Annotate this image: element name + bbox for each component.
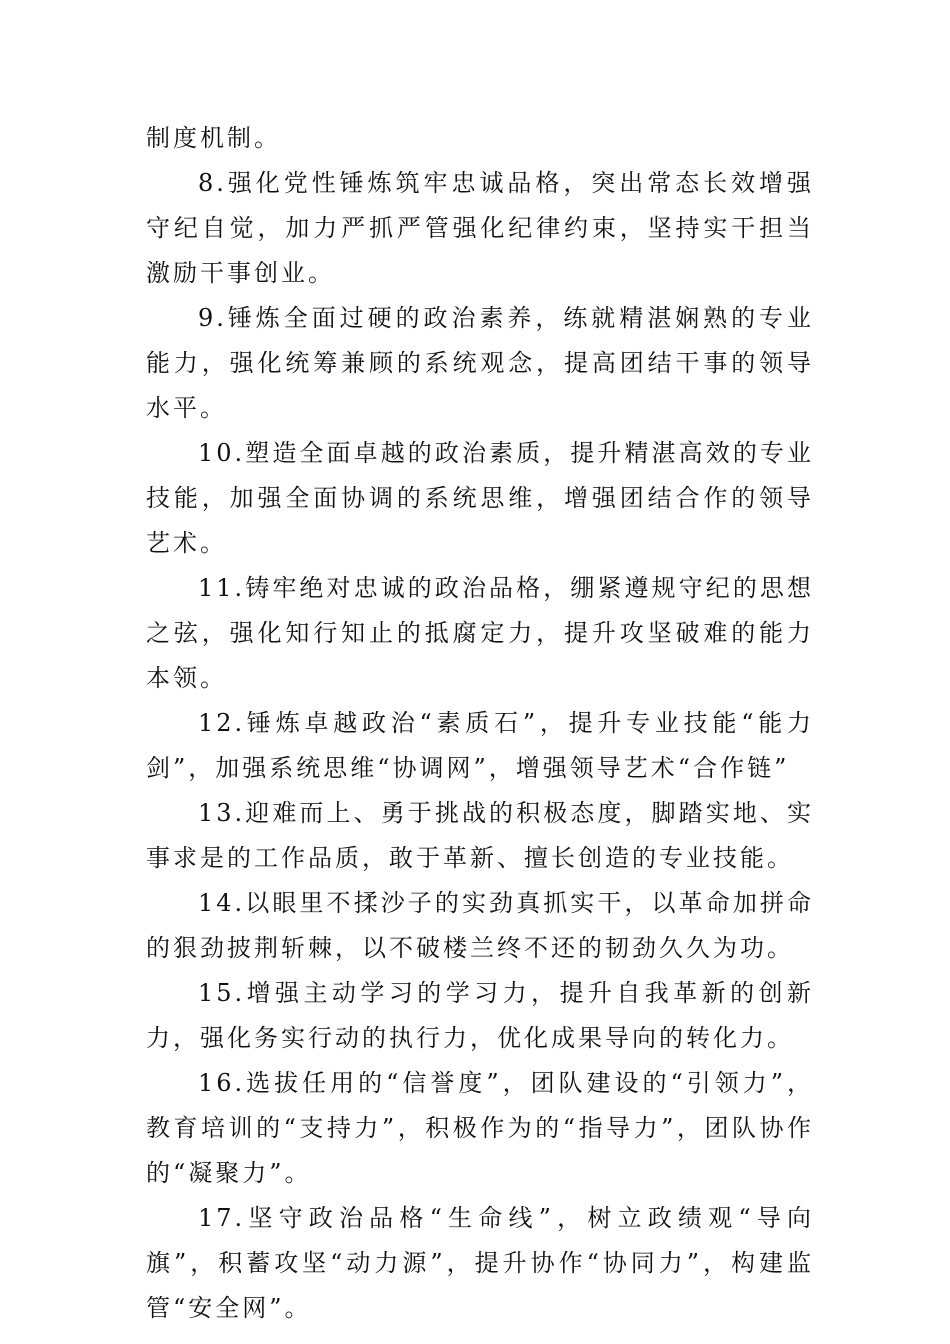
- paragraph-9: 9.锤炼全面过硬的政治素养，练就精湛娴熟的专业能力，强化统筹兼顾的系统观念，提高团结干事的领导水平。: [146, 304, 814, 422]
- paragraph-15: 15.增强主动学习的学习力，提升自我革新的创新力，强化务实行动的执行力，优化成果导向的转化力。: [146, 979, 814, 1052]
- paragraph-13: 13.迎难而上、勇于挑战的积极态度，脚踏实地、实事求是的工作品质，敢于革新、擅长创造的专业技能。: [146, 799, 814, 872]
- paragraph-17: 17.坚守政治品格“生命线”，树立政绩观“导向旗”，积蓄攻坚“动力源”，提升协作“协同力”，构建监管“安全网”。: [146, 1204, 814, 1322]
- paragraph-0: 制度机制。: [146, 124, 281, 152]
- paragraph-11: 11.铸牢绝对忠诚的政治品格，绷紧遵规守纪的思想之弦，强化知行知止的抵腐定力，提升攻坚破难的能力本领。: [146, 574, 814, 692]
- document-body: [146, 116, 814, 1331]
- paragraph-16: 16.选拔任用的“信誉度”，团队建设的“引领力”，教育培训的“支持力”，积极作为的“指导力”，团队协作的“凝聚力”。: [146, 1069, 814, 1187]
- paragraph-14: 14.以眼里不揉沙子的实劲真抓实干，以革命加拼命的狠劲披荆斩棘，以不破楼兰终不还的韧劲久久为功。: [146, 889, 814, 962]
- paragraph-8: 8.强化党性锤炼筑牢忠诚品格，突出常态长效增强守纪自觉，加力严抓严管强化纪律约束，坚持实干担当激励干事创业。: [146, 169, 814, 287]
- paragraph-12: 12.锤炼卓越政治“素质石”，提升专业技能“能力剑”，加强系统思维“协调网”，增强领导艺术“合作链”: [146, 709, 814, 782]
- paragraph-10: 10.塑造全面卓越的政治素质，提升精湛高效的专业技能，加强全面协调的系统思维，增强团结合作的领导艺术。: [146, 439, 814, 557]
